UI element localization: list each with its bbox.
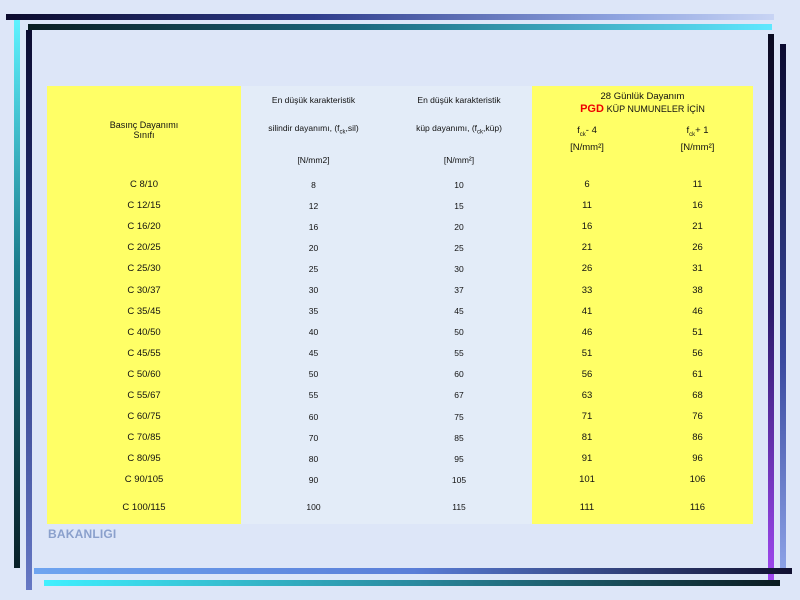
fck-minus4-cell: 111 <box>532 490 642 524</box>
cube-strength-cell: 67 <box>386 385 532 406</box>
cube-strength-cell: 30 <box>386 258 532 279</box>
cylinder-strength-cell: 8 <box>241 174 386 195</box>
fck-minus4-cell: 11 <box>532 195 642 216</box>
strength-class-cell: C 25/30 <box>47 258 241 279</box>
table-row <box>47 322 753 343</box>
strength-class-cell: C 8/10 <box>47 174 241 195</box>
strength-class-cell: C 90/105 <box>47 469 241 490</box>
frame-bar-right-inner <box>768 34 774 580</box>
pgd-header-title: 28 Günlük Dayanım <box>600 91 685 102</box>
fck-minus4-cell: 63 <box>532 385 642 406</box>
fck-plus1-cell: 106 <box>642 469 753 490</box>
fck-plus1-cell: 68 <box>642 385 753 406</box>
fck-plus1-cell: 46 <box>642 301 753 322</box>
cube-strength-cell: 55 <box>386 343 532 364</box>
fck-minus4-cell: 71 <box>532 406 642 427</box>
fck-plus1-cell: 26 <box>642 237 753 258</box>
strength-class-cell: C 50/60 <box>47 364 241 385</box>
fck-minus4-cell: 101 <box>532 469 642 490</box>
fck-plus1-unit: [N/mm²] <box>680 142 715 154</box>
cylinder-strength-cell: 40 <box>241 322 386 343</box>
cylinder-strength-cell: 50 <box>241 364 386 385</box>
class-header-line2: Sınıfı <box>133 130 155 140</box>
fck-minus4-cell: 46 <box>532 322 642 343</box>
cylinder-strength-cell: 25 <box>241 258 386 279</box>
cylinder-strength-cell: 60 <box>241 406 386 427</box>
frame-bar-bottom-inner <box>34 568 792 574</box>
class-header-line1: Basınç Dayanımı <box>109 120 179 130</box>
cylinder-header <box>241 86 386 174</box>
table-row <box>47 174 753 195</box>
cylinder-strength-cell: 100 <box>241 490 386 524</box>
strength-class-cell: C 60/75 <box>47 406 241 427</box>
cube-strength-cell: 45 <box>386 301 532 322</box>
table-row <box>47 406 753 427</box>
cylinder-strength-cell: 45 <box>241 343 386 364</box>
cylinder-strength-cell: 70 <box>241 427 386 448</box>
cube-strength-cell: 95 <box>386 448 532 469</box>
fck-plus1-cell: 96 <box>642 448 753 469</box>
strength-class-cell: C 40/50 <box>47 322 241 343</box>
frame-bar-top-inner <box>28 24 772 30</box>
frame-bar-top <box>6 14 774 20</box>
frame-bar-left-inner <box>26 30 32 590</box>
table-row <box>47 216 753 237</box>
fck-minus4-cell: 91 <box>532 448 642 469</box>
fck-plus1-cell: 86 <box>642 427 753 448</box>
pgd-brand: PGD <box>580 103 604 115</box>
fck-minus4-cell: 16 <box>532 216 642 237</box>
cube-strength-cell: 115 <box>386 490 532 524</box>
cylinder-strength-cell: 35 <box>241 301 386 322</box>
strength-class-cell: C 55/67 <box>47 385 241 406</box>
frame-bar-left <box>14 20 20 568</box>
cube-strength-cell: 20 <box>386 216 532 237</box>
cylinder-strength-cell: 12 <box>241 195 386 216</box>
strength-class-cell: C 30/37 <box>47 279 241 300</box>
cube-strength-cell: 75 <box>386 406 532 427</box>
fck-minus4-cell: 33 <box>532 279 642 300</box>
table-row <box>47 427 753 448</box>
table-row <box>47 279 753 300</box>
ministry-logo-text: BAKANLIGI <box>48 527 117 541</box>
cylinder-strength-cell: 90 <box>241 469 386 490</box>
concrete-strength-table <box>47 86 753 524</box>
cylinder-strength-cell: 80 <box>241 448 386 469</box>
fck-minus4-cell: 41 <box>532 301 642 322</box>
cylinder-strength-cell: 16 <box>241 216 386 237</box>
cube-strength-cell: 105 <box>386 469 532 490</box>
cube-strength-cell: 50 <box>386 322 532 343</box>
fck-minus4-cell: 51 <box>532 343 642 364</box>
pgd-header-subtitle: PGD KÜP NUMUNELER İÇİN <box>580 103 705 115</box>
pgd-header <box>532 86 753 120</box>
table-row <box>47 343 753 364</box>
fck-minus4-cell: 81 <box>532 427 642 448</box>
table-row <box>47 195 753 216</box>
cylinder-header-line1: En düşük karakteristik <box>271 94 356 105</box>
cube-header-unit: [N/mm²] <box>443 155 475 166</box>
cube-strength-cell: 60 <box>386 364 532 385</box>
strength-class-cell: C 45/55 <box>47 343 241 364</box>
cylinder-header-line2: silindir dayanımı, $(f_{ck},sil)$ <box>268 122 359 136</box>
table-row <box>47 490 753 524</box>
fck-plus1-cell: 11 <box>642 174 753 195</box>
strength-class-cell: C 80/95 <box>47 448 241 469</box>
header-filler <box>642 158 753 174</box>
fck-plus1-header: $f_{ck}+ 1$ [N/mm²] <box>642 120 753 158</box>
table-row <box>47 301 753 322</box>
fck-plus1-cell: 21 <box>642 216 753 237</box>
fck-plus1-cell: 16 <box>642 195 753 216</box>
table-row <box>47 364 753 385</box>
cube-strength-cell: 85 <box>386 427 532 448</box>
fck-plus1-cell: 76 <box>642 406 753 427</box>
fck-plus1-cell: 61 <box>642 364 753 385</box>
fck-minus4-unit: [N/mm²] <box>570 142 604 154</box>
strength-class-cell: C 70/85 <box>47 427 241 448</box>
fck-minus4-header: $f_{ck}-$ 4 [N/mm²] <box>532 120 642 158</box>
cube-strength-cell: 37 <box>386 279 532 300</box>
table-row <box>47 385 753 406</box>
header-filler <box>532 158 642 174</box>
fck-minus4-cell: 26 <box>532 258 642 279</box>
fck-minus4-cell: 21 <box>532 237 642 258</box>
cube-strength-cell: 15 <box>386 195 532 216</box>
frame-bar-bottom <box>44 580 780 586</box>
cube-strength-cell: 25 <box>386 237 532 258</box>
table-row <box>47 469 753 490</box>
cube-header <box>386 86 532 174</box>
cylinder-header-unit: [N/mm2] <box>297 155 330 166</box>
table-row <box>47 237 753 258</box>
frame-bar-right <box>780 44 786 574</box>
table-row <box>47 448 753 469</box>
cube-header-line2: küp dayanımı, $(f_{ck},küp)$ <box>416 122 502 136</box>
strength-class-cell: C 20/25 <box>47 237 241 258</box>
cylinder-strength-cell: 30 <box>241 279 386 300</box>
strength-class-cell: C 12/15 <box>47 195 241 216</box>
cylinder-strength-cell: 20 <box>241 237 386 258</box>
fck-plus1-cell: 56 <box>642 343 753 364</box>
fck-plus1-cell: 116 <box>642 490 753 524</box>
cube-strength-cell: 10 <box>386 174 532 195</box>
fck-minus4-cell: 6 <box>532 174 642 195</box>
strength-class-cell: C 100/115 <box>47 490 241 524</box>
cylinder-strength-cell: 55 <box>241 385 386 406</box>
table-row <box>47 258 753 279</box>
strength-class-cell: C 16/20 <box>47 216 241 237</box>
fck-plus1-cell: 31 <box>642 258 753 279</box>
fck-plus1-cell: 38 <box>642 279 753 300</box>
fck-plus1-cell: 51 <box>642 322 753 343</box>
strength-class-cell: C 35/45 <box>47 301 241 322</box>
cube-header-line1: En düşük karakteristik <box>417 94 501 105</box>
class-header <box>47 86 241 174</box>
fck-minus4-cell: 56 <box>532 364 642 385</box>
